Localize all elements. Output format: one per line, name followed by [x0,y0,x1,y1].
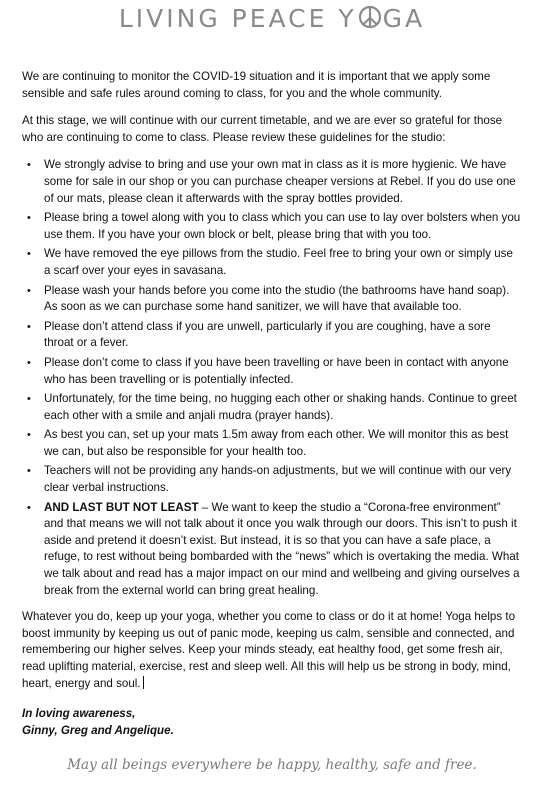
bullet-icon: • [27,465,31,478]
intro-paragraph-1: We are continuing to monitor the COVID-19 situation and it is important that we apply some sensible and safe rules around coming to class, for you and the whole community. [22,70,491,100]
guidelines-list [22,157,522,599]
intro-paragraph-2: At this stage, we will continue with our current timetable, and we are ever so grateful for those who are continuing to come to class. Please review these guidelines for the studio: [22,114,503,144]
guideline-item: • We have removed the eye pillows from the studio. Feel free to bring your own or simply use a scarf over your eyes in savasana. [27,247,513,277]
bullet-icon: • [27,159,31,172]
bullet-icon: • [27,356,31,369]
guideline-item: • Please bring a towel along with you to class which you can use to lay over bolsters when you use them. If you have your own block or belt, please bring that with you too. [27,211,521,241]
peace-sign-icon [358,5,382,29]
guideline-item: • Please wash your hands before you come into the studio (the bathrooms have hand soap). As soon as we can purchase some hand sanitizer, we will have that available too. [27,283,510,314]
document-body [22,69,522,739]
logo-title-part2: GA [382,4,426,33]
logo-title-part1: LIVING PEACE Y [118,4,357,33]
guideline-item: • We strongly advise to bring and use your own mat in class as it is more hygienic. We have some for sale in our shop or you can purchase cheaper versions at Rebel. If you do use one of our mats, please clean it afterwards with the spray bottles provided. [27,158,516,205]
guideline-item: • AND LAST BUT NOT LEAST – We want to keep the studio a “Corona-free environment” and that means we will not talk about it once you walk through our doors. This isn’t to push it aside and pretend it doesn’t exist. But instead, it is so that you can have a safe place, a refuge, to rest without being bombarded with the “news” which is overtaking the media. What we talk about and read has a major impact on our mind and wellbeing and giving ourselves a break from the external world can bring great healing. [27,500,520,597]
signoff [22,706,522,739]
logo-title [0,4,544,33]
bullet-icon: • [27,429,31,442]
guideline-item: • As best you can, set up your mats 1.5m away from each other. We will monitor this as best we can, but also be responsible for your health too. [27,428,509,458]
closing-paragraph[interactable]: Whatever you do, keep up your yoga, whether you come to class or do it at home! Yoga helps to boost immunity by keeping us out of panic mode, keeping us calm, sensible and connected, and remembering our higher selves. Keep your minds steady, eat healthy food, get some fresh air, read uplifting material, exercise, rest and sleep well. All this will help us be strong in body, mind, heart, energy and soul. [22,610,516,690]
signoff-line-2: Ginny, Greg and Angelique. [22,723,174,737]
text-cursor [143,676,144,689]
guideline-item: • Unfortunately, for the time being, no hugging each other or shaking hands. Continue to greet each other with a smile and anjali mudra (prayer hands). [27,392,517,422]
guideline-item: • Please don’t attend class if you are unwell, particularly if you are coughing, have a sore throat or a fever. [27,319,491,350]
bullet-icon: • [27,284,31,297]
bullet-icon: • [27,212,31,225]
bullet-icon: • [27,501,31,514]
footer-motto: May all beings everywhere be happy, healthy, safe and free. [67,757,477,773]
guideline-item: • Please don’t come to class if you have been travelling or have been in contact with anyone who has been travelling or is potentially infected. [27,355,509,386]
signoff-line-1: In loving awareness, [22,707,136,721]
guideline-item: • Teachers will not be providing any hands-on adjustments, but we will continue with our very clear verbal instructions. [27,464,512,495]
bullet-icon: • [27,393,31,406]
bullet-icon: • [27,248,31,261]
bullet-icon: • [27,320,31,333]
